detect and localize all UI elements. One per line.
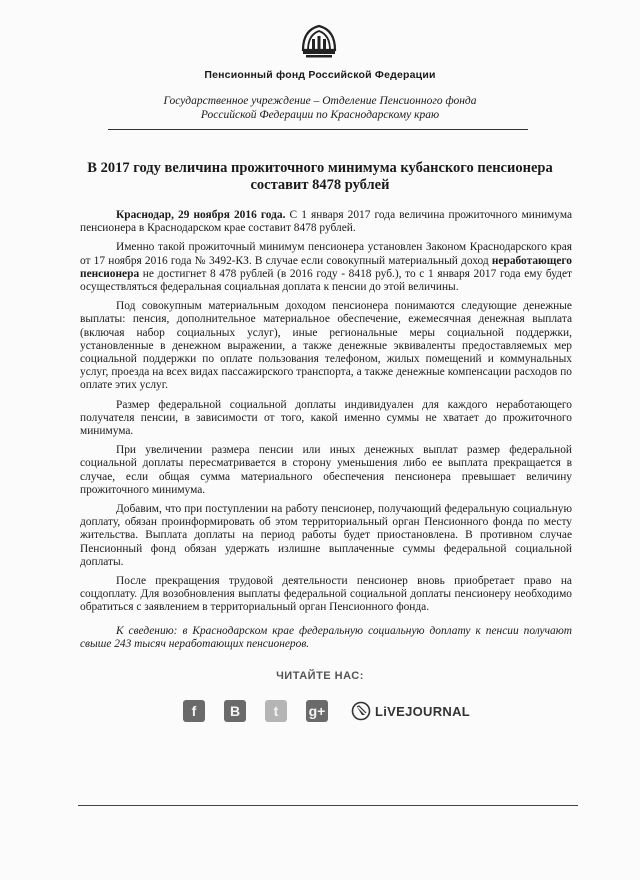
facebook-icon[interactable]: f	[183, 700, 205, 722]
pension-fund-logo-icon	[299, 22, 339, 62]
paragraph-7: После прекращения трудовой деятельности пенсионер вновь приобретает право на соцдоплату. Для возобновления выплаты федеральной социальной доплаты пенсионеру необходимо обратиться с заявлением в территориальный орган Пенсионного фонда.	[80, 575, 572, 614]
google-plus-icon[interactable]: g+	[306, 700, 328, 722]
article-title	[60, 160, 580, 194]
info-note: К сведению: в Краснодарском крае федеральную социальную доплату к пенсии получают свыше 243 тысяч неработающих пенсионеров.	[80, 624, 572, 650]
footer-divider	[78, 805, 578, 806]
org-name: Пенсионный фонд Российской Федерации	[204, 69, 436, 81]
livejournal-pencil-icon	[351, 701, 371, 721]
department-name	[0, 94, 640, 122]
header-divider	[108, 129, 528, 130]
livejournal-link[interactable]	[351, 701, 470, 721]
paragraph-2-start: Именно такой прожиточный минимум пенсионера установлен Законом Краснодарского края от 17 ноября 2016 года № 3492-КЗ. В случае если совокупный материальный доход	[80, 241, 572, 267]
paragraph-1	[80, 209, 572, 235]
vk-icon[interactable]: B	[224, 700, 246, 722]
paragraph-6: Добавим, что при поступлении на работу пенсионер, получающий федеральную социальную доплату, обязан проинформировать об этом территориальный орган Пенсионного фонда по месту жительства. Выплата доплаты на период работы будет приостановлена. В противном случае Пенсионный фонд обязан удержать излишне выплаченные суммы федеральной социальной доплаты.	[80, 503, 572, 568]
paragraph-4: Размер федеральной социальной доплаты индивидуален для каждого неработающего получателя пенсии, в зависимости от того, какой именно суммы не хватает до прожиточного минимума.	[80, 398, 572, 438]
twitter-icon[interactable]: t	[265, 700, 287, 722]
read-us-heading: ЧИТАЙТЕ НАС:	[276, 670, 364, 682]
paragraph-1-text: С 1 января 2017 года величина прожиточного минимума пенсионера в Краснодарском крае составит 8478 рублей.	[80, 209, 572, 235]
title-line-2: составит 8478 рублей	[250, 177, 390, 193]
livejournal-label: LiVEJOURNAL	[375, 703, 471, 719]
article-body	[80, 209, 572, 657]
paragraph-2	[80, 241, 572, 294]
department-line-1: Государственное учреждение – Отделение Пенсионного фонда	[163, 95, 477, 107]
paragraph-3: Под совокупным материальным доходом пенсионера понимаются следующие денежные выплаты: пенсия, дополнительное материальное обеспечение, ежемесячная денежная выплата (включая набор социальных услуг), иные региональные меры социальной поддержки, установленные в денежном выражении, а также денежные эквиваленты предоставляемых мер социальной поддержки по оплате пользования телефоном, жилых помещений и коммунальных услуг, проезда на всех видах пассажирского транспорта, а также денежные компенсации расходов по оплате этих услуг.	[80, 300, 572, 392]
paragraph-5: При увеличении размера пенсии или иных денежных выплат размер федеральной социальной доплаты пересматривается в сторону уменьшения либо ее выплата прекращается в случае, если общая сумма материального обеспечения пенсионера превышает величину прожиточного минимума.	[80, 444, 572, 496]
department-line-2: Российской Федерации по Краснодарскому краю	[200, 109, 440, 121]
dateline: Краснодар, 29 ноября 2016 года.	[116, 209, 286, 221]
title-line-1: В 2017 году величина прожиточного минимума кубанского пенсионера	[87, 160, 553, 176]
social-links	[183, 698, 470, 724]
paragraph-2-end: не достигнет 8 478 рублей (в 2016 году - 8418 руб.), то с 1 января 2017 года ему будет осуществляться федеральная социальная доплата к пенсии до этой величины.	[80, 267, 572, 294]
paragraph-2-emphasis: неработающего пенсионера	[80, 254, 572, 280]
